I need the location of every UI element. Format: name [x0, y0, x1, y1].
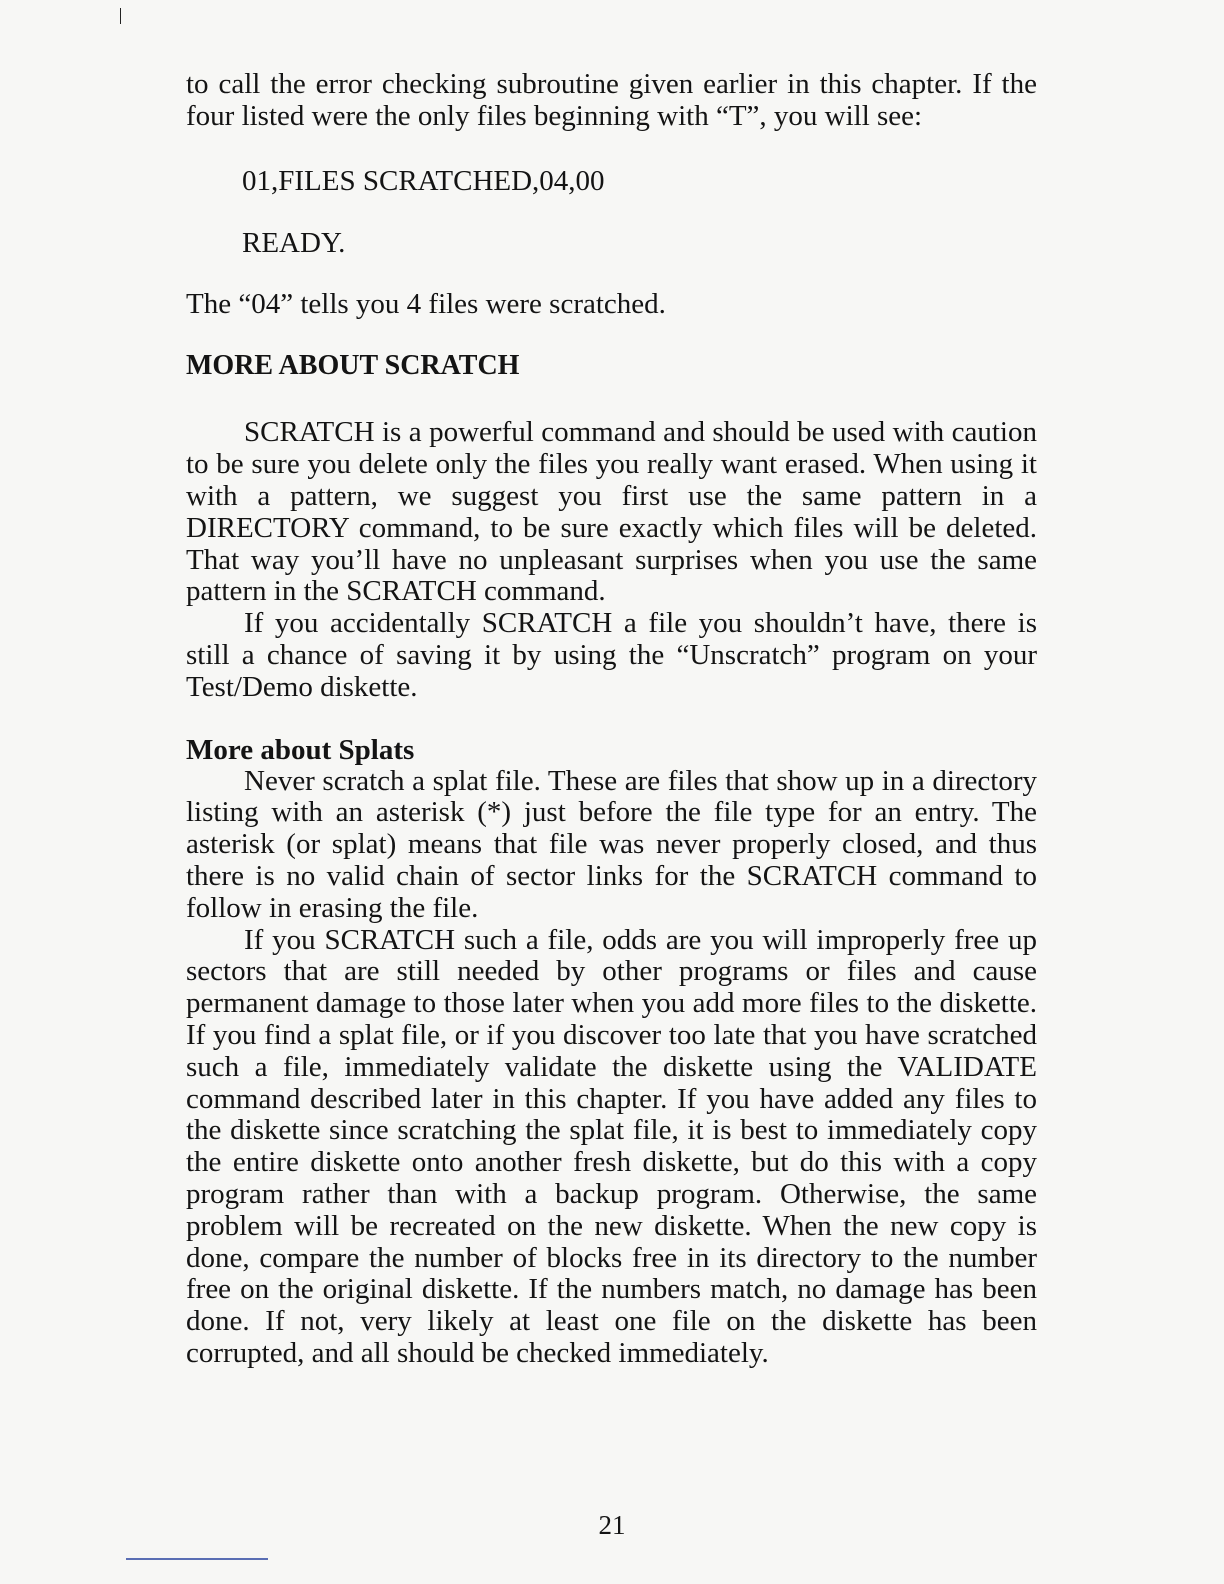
- page-number: 21: [598, 1510, 626, 1540]
- scratch-paragraph-1: SCRATCH is a powerful command and should be used with caution to be sure you delete only the files you really want erased. When using it with a pattern, we suggest you first use the same pattern in a DIRECTORY command, to be sure exactly which files will be deleted. That way you’ll have no unpleasant surprises when you use the same pattern in the SCRATCH command.: [186, 416, 1037, 608]
- splats-paragraph-1: Never scratch a splat file. These are files that show up in a directory listing with an asterisk (*) just before the file type for an entry. The asterisk (or splat) means that file was never properly closed, and thus there is no valid chain of sector links for the SCRATCH command to follow in erasing the file.: [186, 764, 1037, 924]
- section-heading-splats: More about Splats: [186, 733, 415, 766]
- intro-paragraph: to call the error checking subroutine given earlier in this chapter. If the four listed were the only files beginning with “T”, you will see:: [186, 68, 1037, 132]
- scratch-paragraph-2: If you accidentally SCRATCH a file you shouldn’t have, there is still a chance of saving it by using the “Unscratch” program on your Test/Demo diskette.: [186, 607, 1037, 703]
- margin-mark: [120, 8, 121, 24]
- status-output-line: 01,FILES SCRATCHED,04,00: [242, 164, 605, 197]
- section-heading-scratch: MORE ABOUT SCRATCH: [186, 350, 520, 382]
- splats-paragraph-2: If you SCRATCH such a file, odds are you will improperly free up sectors that are still needed by other programs or files and cause permanent damage to those later when you add more files to the diskette. If you find a splat file, or if you discover too late that you have scratched such a file, immediately validate the diskette using the VALIDATE command described later in this chapter. If you have added any files to the diskette since scratching the splat file, it is best to immediately copy the entire diskette onto another fresh diskette, but do this with a copy program rather than with a backup program. Otherwise, the same problem will be recreated on the new diskette. When the new copy is done, compare the number of blocks free in its directory to the number free on the original diskette. If the numbers match, no damage has been done. If not, very likely at least one file on the diskette has been corrupted, and all should be checked immediately.: [186, 923, 1037, 1369]
- ready-prompt-line: READY.: [242, 226, 346, 259]
- page-body: [186, 66, 1037, 1370]
- result-note: The “04” tells you 4 files were scratched.: [186, 287, 666, 320]
- bottom-rule: [126, 1558, 268, 1560]
